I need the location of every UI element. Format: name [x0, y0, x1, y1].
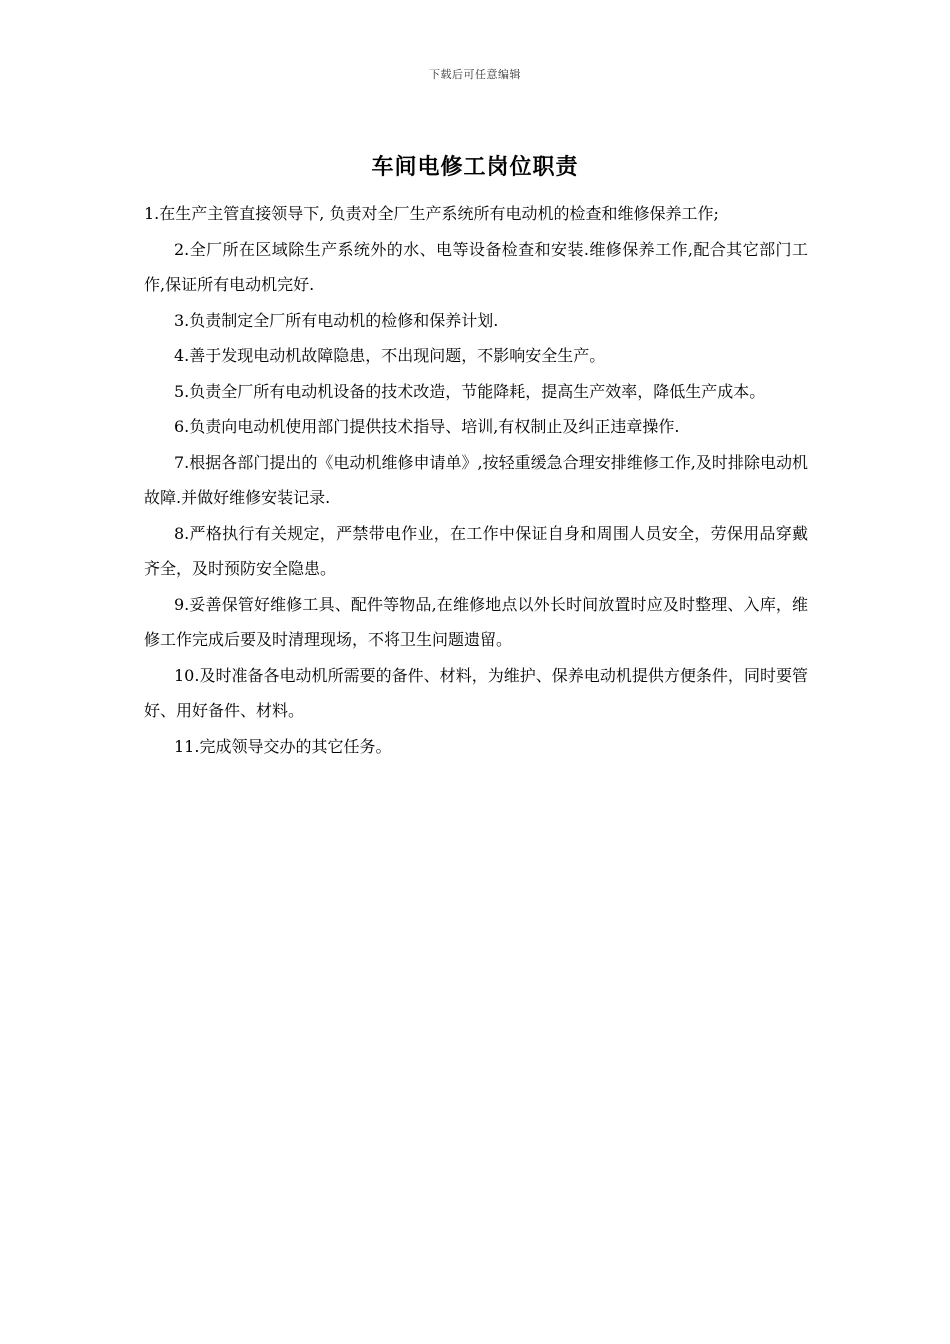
- duty-item-6: 6.负责向电动机使用部门提供技术指导、培训,有权制止及纠正违章操作.: [174, 417, 680, 436]
- duty-item-11: 11.完成领导交办的其它任务。: [174, 736, 392, 756]
- document-body: [144, 196, 808, 764]
- duty-item-10: 10.及时准备各电动机所需要的备件、材料，为维护、保养电动机提供方便条件，同时要管好、用好备件、材料。: [144, 665, 808, 720]
- duty-item-3: 3.负责制定全厂所有电动机的检修和保养计划.: [174, 310, 499, 330]
- duty-item-1: 1.在生产主管直接领导下, 负责对全厂生产系统所有电动机的检查和维修保养工作;: [144, 204, 719, 223]
- duty-item-5: 5.负责全厂所有电动机设备的技术改造，节能降耗，提高生产效率，降低生产成本。: [174, 381, 766, 401]
- duty-item-4: 4.善于发现电动机故障隐患，不出现问题，不影响安全生产。: [174, 346, 606, 365]
- document-title: 车间电修工岗位职责: [371, 154, 579, 180]
- duty-item-2: 2.全厂所在区域除生产系统外的水、电等设备检查和安装.维修保养工作,配合其它部门工作,保证所有电动机完好.: [144, 239, 808, 294]
- duty-item-9: 9.妥善保管好维修工具、配件等物品,在维修地点以外长时间放置时应及时整理、入库，维修工作完成后要及时清理现场，不将卫生问题遗留。: [144, 594, 808, 649]
- duty-item-7: 7.根据各部门提出的《电动机维修申请单》,按轻重缓急合理安排维修工作,及时排除电动机故障.并做好维修安装记录.: [144, 452, 808, 507]
- header-note: 下载后可任意编辑: [429, 68, 521, 81]
- duty-item-8: 8.严格执行有关规定，严禁带电作业，在工作中保证自身和周围人员安全，劳保用品穿戴齐全，及时预防安全隐患。: [144, 523, 808, 578]
